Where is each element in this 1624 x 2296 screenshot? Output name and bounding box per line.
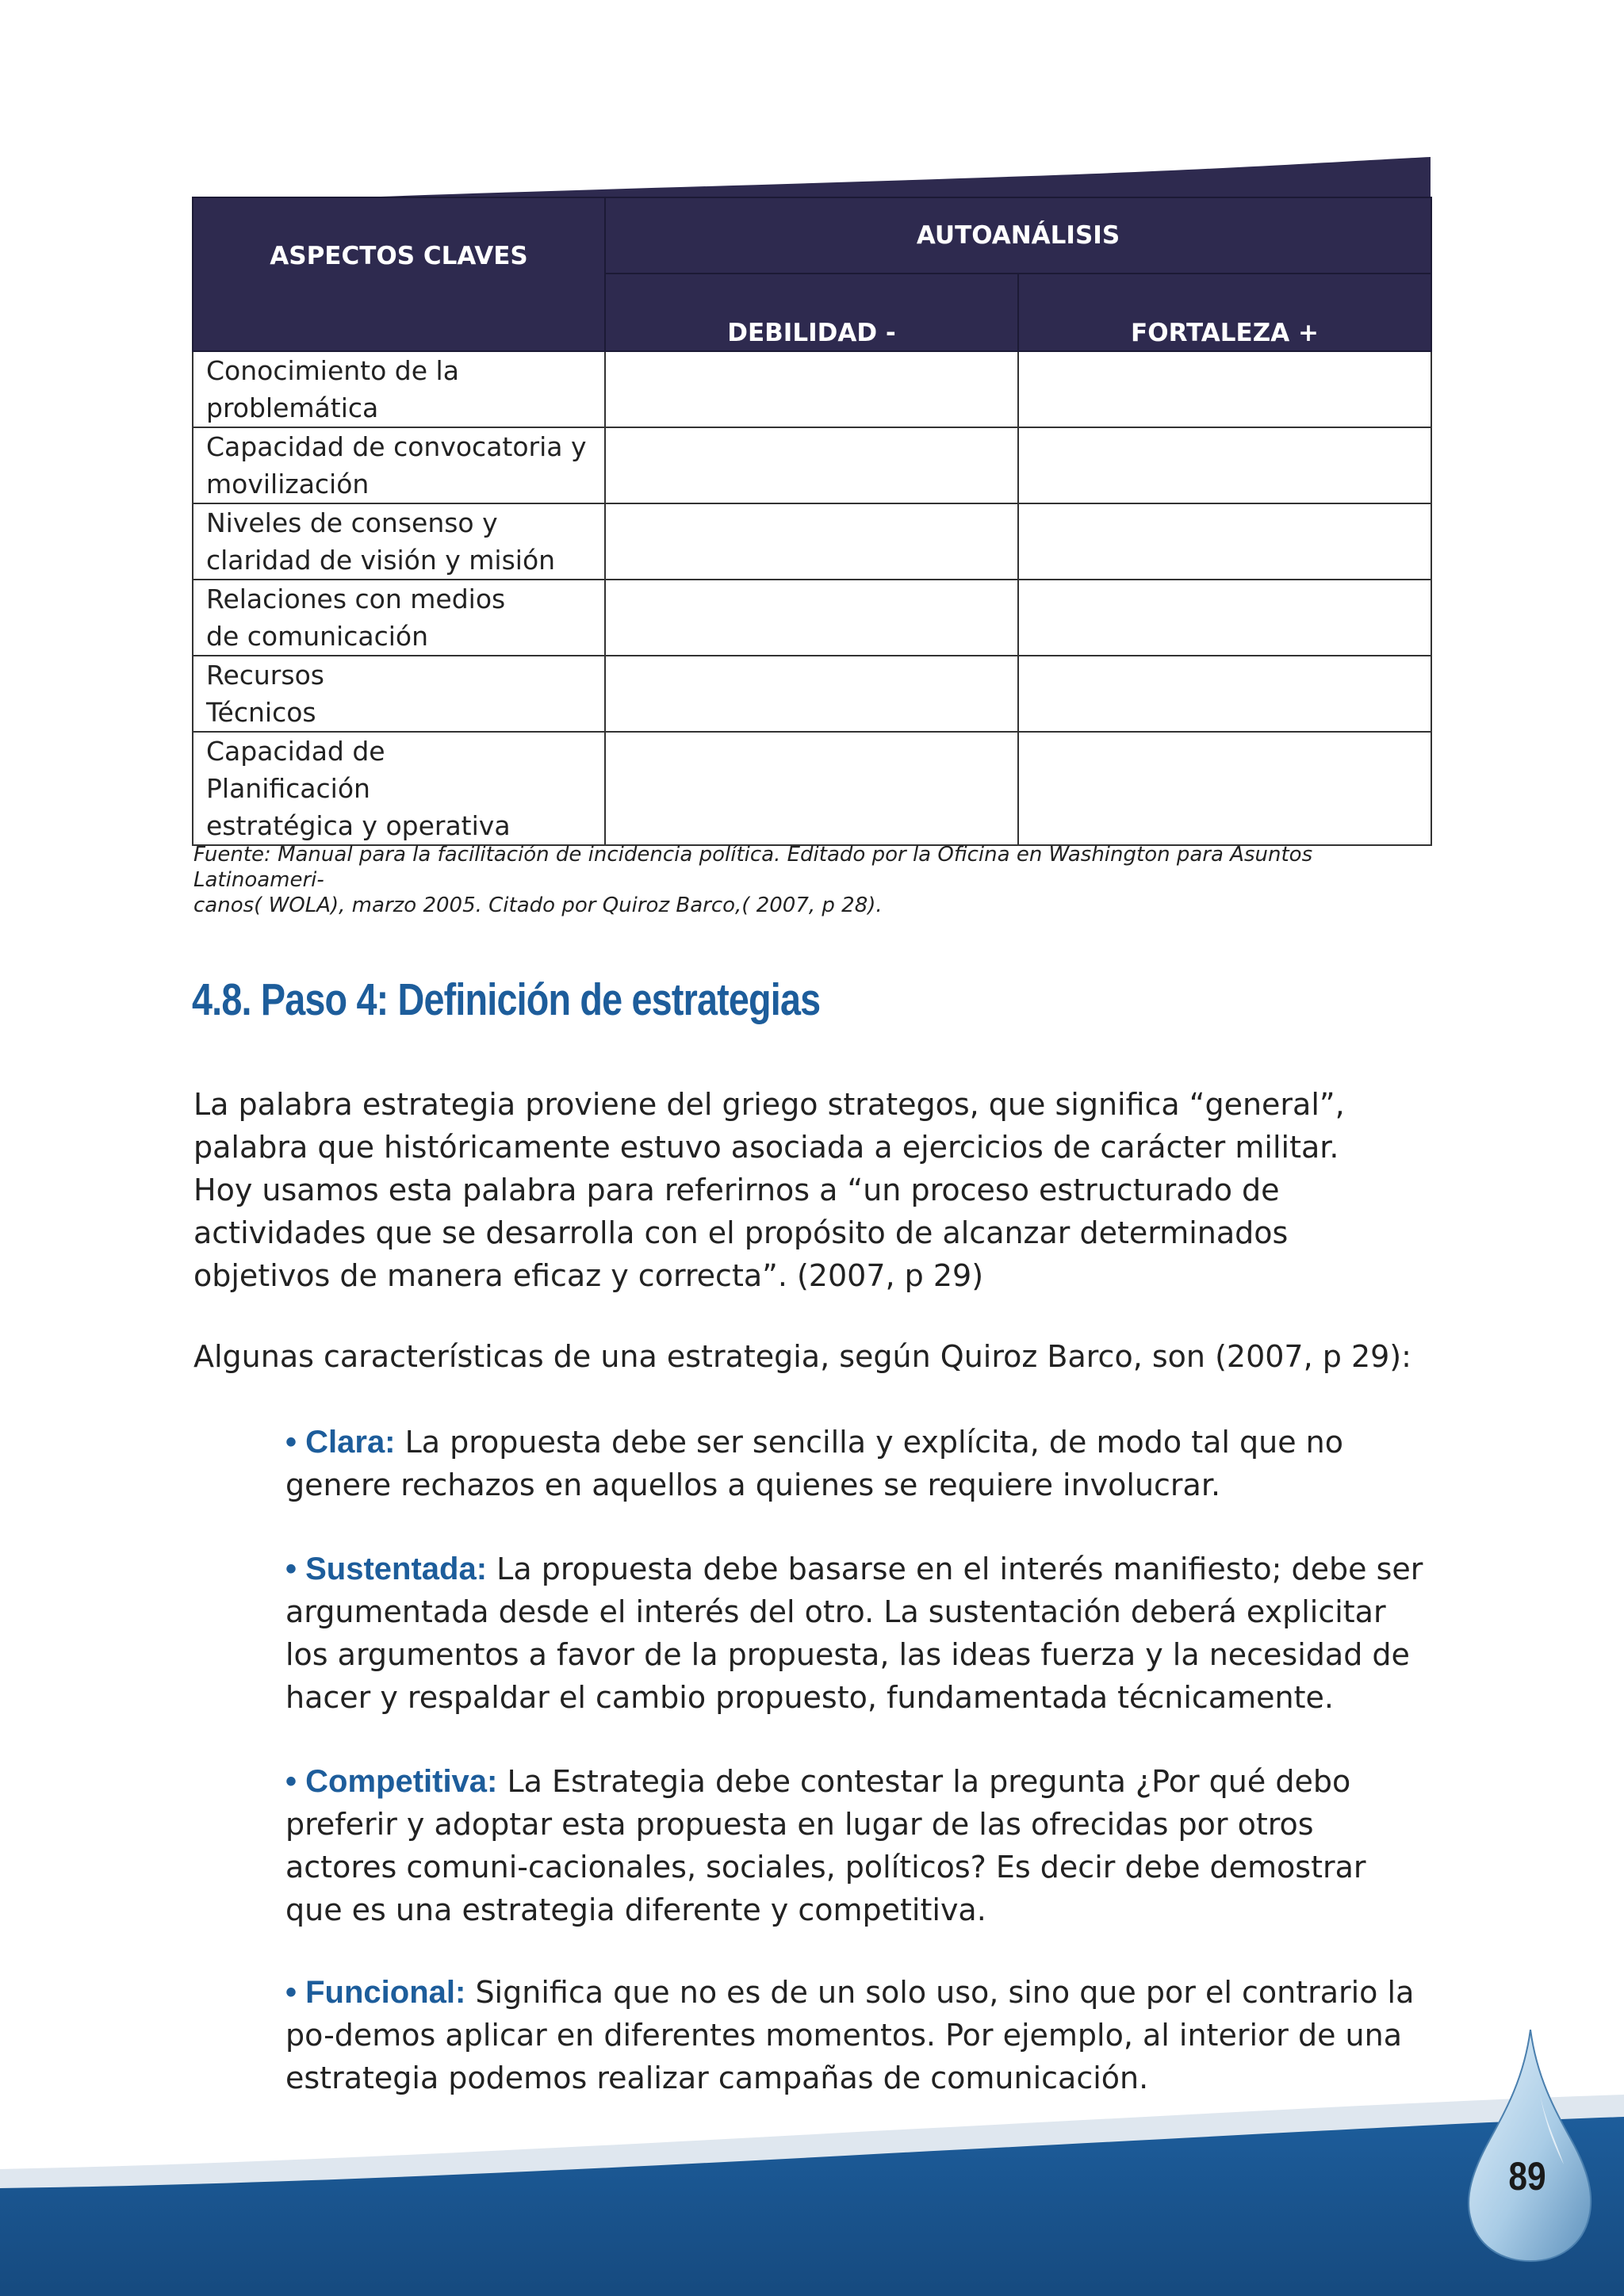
table-source-note <box>193 842 1434 918</box>
bullet-label: Sustentada: <box>305 1552 488 1586</box>
self-analysis-table <box>192 197 1432 846</box>
strength-cell <box>1018 427 1431 503</box>
aspect-cell <box>193 351 605 427</box>
aspect-text: problemática <box>206 392 379 423</box>
aspect-text: movilización <box>206 469 370 499</box>
header-key-aspects: ASPECTOS CLAVES <box>193 197 605 351</box>
aspect-text: de comunicación <box>206 621 429 652</box>
weakness-cell <box>605 427 1018 503</box>
strength-cell <box>1018 656 1431 732</box>
paragraph: Algunas características de una estrategia, según Quiroz Barco, son (2007, p 29): <box>193 1339 1411 1374</box>
aspect-text: Planificación <box>206 773 370 804</box>
header-weakness: DEBILIDAD - <box>605 274 1018 351</box>
aspect-text: Recursos <box>206 660 324 691</box>
aspect-text: Niveles de consenso y <box>206 507 498 538</box>
table-header-wave <box>0 0 1624 206</box>
aspect-text: Técnicos <box>206 697 316 728</box>
strength-cell <box>1018 580 1431 656</box>
weakness-cell <box>605 351 1018 427</box>
table-row <box>193 503 1431 580</box>
table-row <box>193 427 1431 503</box>
bullet-text: Significa que no es de un solo uso, sino que por el contrario la po-demos aplicar en diferentes momentos. Por ejemplo, al interior de una estrategia podemos realizar campañas de comunicación. <box>285 1975 1415 2095</box>
page-number: 89 <box>1508 2154 1546 2198</box>
header-self-analysis: AUTOANÁLISIS <box>605 197 1431 274</box>
bullet-item-funcional: • Funcional: Significa que no es de un solo uso, sino que por el contrario la po-demos aplicar en diferentes momentos. Por ejemplo, al interior de una estrategia podemos realizar campañas de comunicación. <box>285 1975 1415 2095</box>
aspect-text: Relaciones con medios <box>206 584 506 614</box>
bullet-text: La propuesta debe ser sencilla y explícita, de modo tal que no genere rechazos en aquellos a quienes se requiere involucrar. <box>285 1425 1344 1502</box>
bullet-label: Competitiva: <box>305 1764 498 1799</box>
strength-cell <box>1018 732 1431 845</box>
bullet-label: Funcional: <box>305 1975 466 2010</box>
bullet-text: La propuesta debe basarse en el interés manifiesto; debe ser argumentada desde el interés del otro. La sustentación deberá explicitar los argumentos a favor de la propuesta, las ideas fuerza y la necesidad de hacer y respaldar el cambio propuesto, fundamentada técnicamente. <box>285 1552 1423 1715</box>
strength-cell <box>1018 503 1431 580</box>
header-strength: FORTALEZA + <box>1018 274 1431 351</box>
aspect-text: Conocimiento de la <box>206 355 459 386</box>
aspect-text: Capacidad de <box>206 736 385 767</box>
table-row <box>193 351 1431 427</box>
water-drop-icon <box>1469 2030 1591 2261</box>
table-row <box>193 732 1431 845</box>
paragraph: Hoy usamos esta palabra para referirnos a “un proceso estructurado de actividades que se desarrolla con el propósito de alcanzar determinados objetivos de manera eficaz y correcta”. (2007, p 29) <box>193 1173 1289 1293</box>
strength-cell <box>1018 351 1431 427</box>
bullet-item-sustentada: • Sustentada: La propuesta debe basarse en el interés manifiesto; debe ser argumentada desde el interés del otro. La sustentación deberá explicitar los argumentos a favor de la propuesta, las ideas fuerza y la necesidad de hacer y respaldar el cambio propuesto, fundamentada técnicamente. <box>285 1552 1423 1715</box>
aspect-cell <box>193 427 605 503</box>
aspect-text: Capacidad de convocatoria y <box>206 431 587 462</box>
weakness-cell <box>605 503 1018 580</box>
source-note-line: Fuente: Manual para la facilitación de incidencia política. Editado por la Oficina en Washington para Asuntos Latinoameri- <box>193 843 1313 892</box>
weakness-cell <box>605 580 1018 656</box>
aspect-cell <box>193 732 605 845</box>
footer-wave <box>0 2030 1624 2296</box>
table-row <box>193 580 1431 656</box>
bullet-item-clara: • Clara: La propuesta debe ser sencilla y explícita, de modo tal que no genere rechazos en aquellos a quienes se requiere involucrar. <box>285 1425 1344 1502</box>
table-row <box>193 656 1431 732</box>
bullet-item-competitiva: • Competitiva: La Estrategia debe contestar la pregunta ¿Por qué debo preferir y adoptar esta propuesta en lugar de las ofrecidas por otros actores comuni-cacionales, sociales, políticos? Es decir debe demostrar que es una estrategia diferente y competitiva. <box>285 1764 1366 1927</box>
weakness-cell <box>605 656 1018 732</box>
section-heading: 4.8. Paso 4: Definición de estrategias <box>192 974 821 1025</box>
aspect-cell <box>193 580 605 656</box>
aspect-cell <box>193 503 605 580</box>
paragraph: La palabra estrategia proviene del griego strategos, que significa “general”, palabra que históricamente estuvo asociada a ejercicios de carácter militar. <box>193 1087 1345 1165</box>
aspect-text: estratégica y operativa <box>206 810 511 841</box>
aspect-text: claridad de visión y misión <box>206 545 556 576</box>
weakness-cell <box>605 732 1018 845</box>
source-note-line: canos( WOLA), marzo 2005. Citado por Quiroz Barco,( 2007, p 28). <box>193 894 883 917</box>
bullet-text: La Estrategia debe contestar la pregunta ¿Por qué debo preferir y adoptar esta propuesta en lugar de las ofrecidas por otros actores comuni-cacionales, sociales, políticos? Es decir debe demostrar que es una estrategia diferente y competitiva. <box>285 1764 1366 1927</box>
bullet-label: Clara: <box>305 1425 396 1460</box>
aspect-cell <box>193 656 605 732</box>
